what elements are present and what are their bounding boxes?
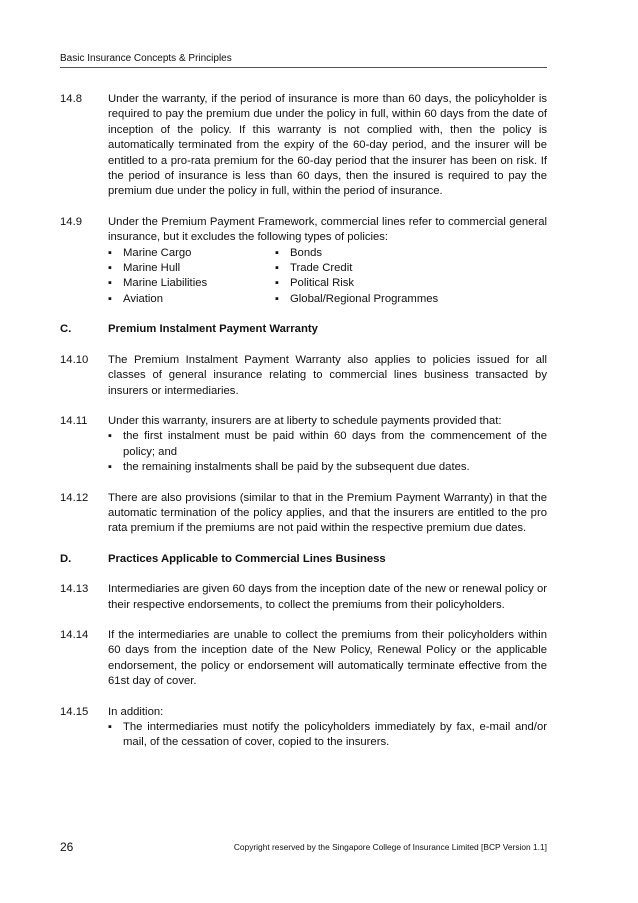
section-letter: D. xyxy=(60,552,72,565)
list-item: ▪ The intermediaries must notify the policyholders immediately by fax, e-mail and/or mail, of the cessation of cover, copied to the insurers. xyxy=(108,720,547,751)
running-header xyxy=(60,53,547,68)
copyright-notice: Copyright reserved by the Singapore College of Insurance Limited [BCP Version 1.1] xyxy=(233,842,547,852)
paragraph-14-13 xyxy=(60,582,547,613)
section-title: Premium Instalment Payment Warranty xyxy=(108,323,318,336)
list-item: ▪ Marine Liabilities xyxy=(108,276,275,291)
paragraph-text: Under the warranty, if the period of insurance is more than 60 days, the policyholder is required to pay the premium due under the policy in full, within 60 days from the date of inception of the policy. If this warranty is not complied with, then the policy is automatically terminated from the expiry of the 60-day period, and the insurer will be entitled to a pro-rata premium for the 60-day period that the insurer has been on risk. If the period of insurance is less than 60 days, then the insured is required to pay the premium due under the policy in full, within the period of insurance. xyxy=(108,93,547,198)
paragraph-number: 14.15 xyxy=(60,705,89,718)
paragraph-14-14 xyxy=(60,628,547,690)
list-item: ▪ Marine Hull xyxy=(108,261,275,276)
notification-list xyxy=(108,720,547,751)
paragraph-14-11 xyxy=(60,414,547,476)
list-item: ▪ Marine Cargo xyxy=(108,246,275,261)
excluded-policies-right xyxy=(275,246,525,308)
paragraph-number: 14.13 xyxy=(60,583,89,596)
list-item: ▪ Aviation xyxy=(108,292,275,307)
list-item: ▪ Trade Credit xyxy=(275,261,525,276)
list-item: ▪ the remaining instalments shall be paid by the subsequent due dates. xyxy=(108,460,547,475)
list-item: ▪ Political Risk xyxy=(275,276,525,291)
page-number: 26 xyxy=(60,840,74,854)
paragraph-14-10 xyxy=(60,353,547,399)
paragraph-number: 14.10 xyxy=(60,353,89,366)
paragraph-number: 14.11 xyxy=(60,414,88,427)
paragraph-number: 14.9 xyxy=(60,215,82,228)
section-letter: C. xyxy=(60,323,72,336)
header-title: Basic Insurance Concepts & Principles xyxy=(60,53,232,64)
page-content xyxy=(60,92,547,766)
paragraph-text: There are also provisions (similar to that in the Premium Payment Warranty) in that the automatic termination of the policy applies, and that the insurers are entitled to the pro rata premium if the premiums are not paid within the respective premium due dates. xyxy=(108,491,547,535)
list-item: ▪ the first instalment must be paid within 60 days from the commencement of the policy; and xyxy=(108,429,547,460)
paragraph-number: 14.14 xyxy=(60,628,89,641)
paragraph-14-12 xyxy=(60,491,547,537)
paragraph-14-8 xyxy=(60,92,547,200)
conditions-list xyxy=(108,429,547,475)
section-heading-d xyxy=(60,552,547,567)
paragraph-number: 14.8 xyxy=(60,93,82,105)
excluded-policies-left xyxy=(108,246,275,308)
section-heading-c xyxy=(60,322,547,337)
paragraph-text: The Premium Instalment Payment Warranty also applies to policies issued for all classes of general insurance relating to commercial lines business transacted by insurers or intermediaries. xyxy=(108,353,547,397)
list-item: ▪ Bonds xyxy=(275,246,525,261)
paragraph-14-15 xyxy=(60,705,547,751)
paragraph-text: In addition: xyxy=(108,705,164,718)
paragraph-text: Under this warranty, insurers are at liberty to schedule payments provided that: xyxy=(108,414,502,427)
paragraph-text: Intermediaries are given 60 days from the inception date of the new or renewal policy or their respective endorsements, to collect the premiums from their policyholders. xyxy=(108,583,547,611)
paragraph-14-9 xyxy=(60,215,547,307)
excluded-policies-list xyxy=(108,246,547,308)
paragraph-number: 14.12 xyxy=(60,491,89,504)
list-item: ▪ Global/Regional Programmes xyxy=(275,292,525,307)
section-title: Practices Applicable to Commercial Lines Business xyxy=(108,552,386,565)
paragraph-text: If the intermediaries are unable to collect the premiums from their policyholders within 60 days from the inception date of the New Policy, Renewal Policy or the applicable endorsement, the policy or endorsement will automatically terminate effective from the 61st day of cover. xyxy=(108,628,547,688)
paragraph-text: Under the Premium Payment Framework, commercial lines refer to commercial general insurance, but it excludes the following types of policies: xyxy=(108,215,547,244)
